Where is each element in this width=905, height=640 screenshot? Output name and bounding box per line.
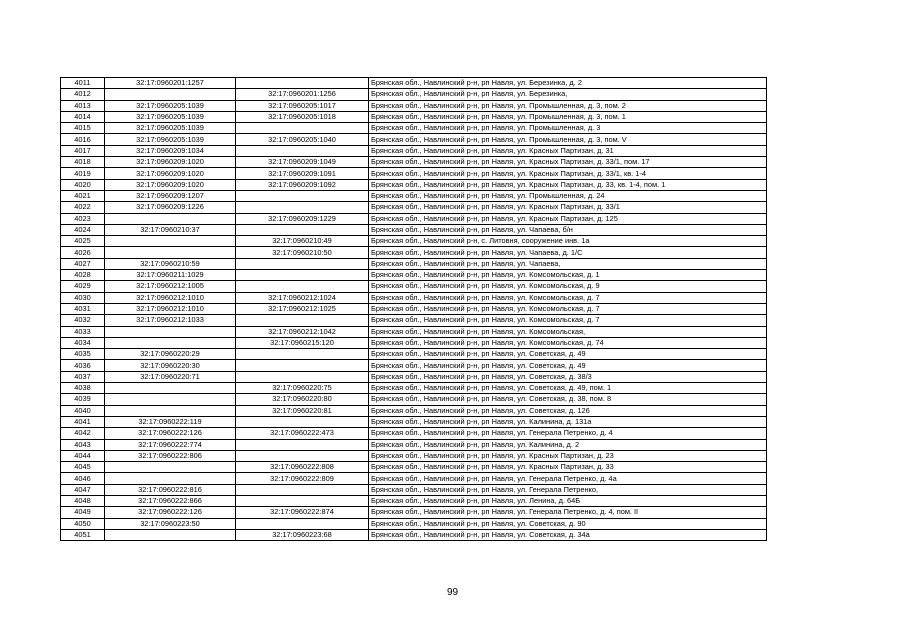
object-number-cell — [236, 439, 369, 450]
object-number-cell — [236, 484, 369, 495]
address-cell: Брянская обл., Навлинский р-н, рп Навля, ул. Промышленная, д. 3 — [369, 123, 767, 134]
object-number-cell: 32:17:0960210:50 — [236, 247, 369, 258]
table-row — [61, 371, 767, 382]
parcel-number-cell: 32:17:0960212:1033 — [105, 315, 236, 326]
parcel-number-cell: 32:17:0960209:1207 — [105, 190, 236, 201]
object-number-cell: 32:17:0960209:1229 — [236, 213, 369, 224]
row-number-cell: 4049 — [61, 507, 105, 518]
row-number-cell: 4012 — [61, 89, 105, 100]
row-number-cell: 4024 — [61, 224, 105, 235]
address-cell: Брянская обл., Навлинский р-н, рп Навля, ул. Советская, д. 49 — [369, 349, 767, 360]
address-cell: Брянская обл., Навлинский р-н, рп Навля, ул. Красных Партизан, д. 31 — [369, 145, 767, 156]
address-cell: Брянская обл., Навлинский р-н, рп Навля, ул. Советская, д. 49, пом. 1 — [369, 383, 767, 394]
row-number-cell: 4022 — [61, 202, 105, 213]
parcel-number-cell: 32:17:0960205:1039 — [105, 123, 236, 134]
parcel-number-cell: 32:17:0960220:71 — [105, 371, 236, 382]
address-cell: Брянская обл., Навлинский р-н, рп Навля, ул. Промышленная, д. 24 — [369, 190, 767, 201]
object-number-cell: 32:17:0960220:80 — [236, 394, 369, 405]
row-number-cell: 4013 — [61, 100, 105, 111]
parcel-number-cell: 32:17:0960222:119 — [105, 416, 236, 427]
row-number-cell: 4023 — [61, 213, 105, 224]
address-cell: Брянская обл., Навлинский р-н, рп Навля, ул. Калинина, д. 131а — [369, 416, 767, 427]
parcel-number-cell: 32:17:0960220:29 — [105, 349, 236, 360]
table-row — [61, 281, 767, 292]
address-cell: Брянская обл., Навлинский р-н, рп Навля, ул. Генерала Петренко, д. 4а — [369, 473, 767, 484]
row-number-cell: 4028 — [61, 270, 105, 281]
table-row — [61, 224, 767, 235]
address-cell: Брянская обл., Навлинский р-н, рп Навля, ул. Советская, д. 38, пом. 8 — [369, 394, 767, 405]
address-cell: Брянская обл., Навлинский р-н, рп Навля, ул. Комсомольская, д. 9 — [369, 281, 767, 292]
table-row — [61, 123, 767, 134]
table-row — [61, 507, 767, 518]
row-number-cell: 4048 — [61, 495, 105, 506]
table-row — [61, 202, 767, 213]
row-number-cell: 4026 — [61, 247, 105, 258]
object-number-cell: 32:17:0960209:1091 — [236, 168, 369, 179]
address-cell: Брянская обл., Навлинский р-н, рп Навля, ул. Красных Партизан, д. 33/1, пом. 17 — [369, 157, 767, 168]
row-number-cell: 4047 — [61, 484, 105, 495]
parcel-number-cell — [105, 337, 236, 348]
object-number-cell — [236, 202, 369, 213]
parcel-number-cell: 32:17:0960222:126 — [105, 507, 236, 518]
object-number-cell — [236, 416, 369, 427]
table-row — [61, 495, 767, 506]
object-number-cell — [236, 360, 369, 371]
table-row — [61, 134, 767, 145]
object-number-cell — [236, 518, 369, 529]
address-cell: Брянская обл., Навлинский р-н, рп Навля, ул. Комсомольская, д. 7 — [369, 315, 767, 326]
row-number-cell: 4045 — [61, 462, 105, 473]
address-cell: Брянская обл., Навлинский р-н, рп Навля, ул. Генерала Петренко, д. 4 — [369, 428, 767, 439]
row-number-cell: 4033 — [61, 326, 105, 337]
object-number-cell: 32:17:0960205:1040 — [236, 134, 369, 145]
address-cell: Брянская обл., Навлинский р-н, рп Навля, ул. Чапаева, — [369, 258, 767, 269]
parcel-number-cell: 32:17:0960222:806 — [105, 450, 236, 461]
table-row — [61, 416, 767, 427]
row-number-cell: 4042 — [61, 428, 105, 439]
row-number-cell: 4029 — [61, 281, 105, 292]
row-number-cell: 4044 — [61, 450, 105, 461]
object-number-cell: 32:17:0960220:75 — [236, 383, 369, 394]
row-number-cell: 4015 — [61, 123, 105, 134]
row-number-cell: 4021 — [61, 190, 105, 201]
row-number-cell: 4035 — [61, 349, 105, 360]
parcel-number-cell: 32:17:0960220:30 — [105, 360, 236, 371]
row-number-cell: 4020 — [61, 179, 105, 190]
table-row — [61, 292, 767, 303]
address-cell: Брянская обл., Навлинский р-н, рп Навля, ул. Промышленная, д. 3, пом. V — [369, 134, 767, 145]
table-row — [61, 326, 767, 337]
row-number-cell: 4025 — [61, 236, 105, 247]
parcel-number-cell: 32:17:0960212:1010 — [105, 303, 236, 314]
object-number-cell — [236, 224, 369, 235]
table-row — [61, 405, 767, 416]
address-cell: Брянская обл., Навлинский р-н, рп Навля, ул. Березинка, — [369, 89, 767, 100]
table-row — [61, 303, 767, 314]
row-number-cell: 4018 — [61, 157, 105, 168]
row-number-cell: 4014 — [61, 111, 105, 122]
parcel-number-cell: 32:17:0960223:50 — [105, 518, 236, 529]
address-cell: Брянская обл., Навлинский р-н, рп Навля, ул. Генерала Петренко, — [369, 484, 767, 495]
row-number-cell: 4040 — [61, 405, 105, 416]
object-number-cell: 32:17:0960222:874 — [236, 507, 369, 518]
table-row — [61, 89, 767, 100]
parcel-number-cell — [105, 236, 236, 247]
address-cell: Брянская обл., Навлинский р-н, рп Навля, ул. Комсомольская, — [369, 326, 767, 337]
address-cell: Брянская обл., Навлинский р-н, рп Навля, ул. Комсомольская, д. 7 — [369, 292, 767, 303]
object-number-cell — [236, 258, 369, 269]
row-number-cell: 4011 — [61, 78, 105, 89]
table-row — [61, 450, 767, 461]
object-number-cell: 32:17:0960223:68 — [236, 529, 369, 540]
object-number-cell: 32:17:0960215:120 — [236, 337, 369, 348]
object-number-cell: 32:17:0960222:473 — [236, 428, 369, 439]
object-number-cell: 32:17:0960212:1025 — [236, 303, 369, 314]
row-number-cell: 4036 — [61, 360, 105, 371]
register-table — [60, 77, 767, 541]
table-row — [61, 145, 767, 156]
parcel-number-cell: 32:17:0960205:1039 — [105, 134, 236, 145]
table-row — [61, 529, 767, 540]
row-number-cell: 4017 — [61, 145, 105, 156]
parcel-number-cell: 32:17:0960209:1226 — [105, 202, 236, 213]
table-row — [61, 383, 767, 394]
object-number-cell: 32:17:0960210:49 — [236, 236, 369, 247]
table-row — [61, 315, 767, 326]
parcel-number-cell — [105, 89, 236, 100]
parcel-number-cell: 32:17:0960210:59 — [105, 258, 236, 269]
table-row — [61, 190, 767, 201]
row-number-cell: 4038 — [61, 383, 105, 394]
row-number-cell: 4041 — [61, 416, 105, 427]
table-row — [61, 337, 767, 348]
row-number-cell: 4037 — [61, 371, 105, 382]
object-number-cell: 32:17:0960209:1092 — [236, 179, 369, 190]
object-number-cell: 32:17:0960222:808 — [236, 462, 369, 473]
address-cell: Брянская обл., Навлинский р-н, рп Навля, ул. Красных Партизан, д. 125 — [369, 213, 767, 224]
object-number-cell: 32:17:0960205:1017 — [236, 100, 369, 111]
object-number-cell — [236, 145, 369, 156]
parcel-number-cell: 32:17:0960210:37 — [105, 224, 236, 235]
parcel-number-cell: 32:17:0960212:1005 — [105, 281, 236, 292]
parcel-number-cell: 32:17:0960209:1020 — [105, 168, 236, 179]
parcel-number-cell: 32:17:0960222:126 — [105, 428, 236, 439]
row-number-cell: 4019 — [61, 168, 105, 179]
address-cell: Брянская обл., Навлинский р-н, рп Навля, ул. Красных Партизан, д. 33, кв. 1-4, пом. 1 — [369, 179, 767, 190]
table-row — [61, 462, 767, 473]
address-cell: Брянская обл., Навлинский р-н, рп Навля, ул. Генерала Петренко, д. 4, пом. II — [369, 507, 767, 518]
table-row — [61, 394, 767, 405]
address-cell: Брянская обл., Навлинский р-н, рп Навля, ул. Советская, д. 90 — [369, 518, 767, 529]
row-number-cell: 4050 — [61, 518, 105, 529]
object-number-cell: 32:17:0960201:1256 — [236, 89, 369, 100]
address-cell: Брянская обл., Навлинский р-н, рп Навля, ул. Советская, д. 126 — [369, 405, 767, 416]
parcel-number-cell: 32:17:0960222:816 — [105, 484, 236, 495]
row-number-cell: 4027 — [61, 258, 105, 269]
table-row — [61, 78, 767, 89]
object-number-cell — [236, 371, 369, 382]
address-cell: Брянская обл., Навлинский р-н, рп Навля, ул. Чапаева, д. 1/С — [369, 247, 767, 258]
object-number-cell: 32:17:0960209:1049 — [236, 157, 369, 168]
parcel-number-cell: 32:17:0960209:1020 — [105, 179, 236, 190]
parcel-number-cell: 32:17:0960209:1034 — [105, 145, 236, 156]
row-number-cell: 4046 — [61, 473, 105, 484]
table-row — [61, 247, 767, 258]
object-number-cell: 32:17:0960222:809 — [236, 473, 369, 484]
address-cell: Брянская обл., Навлинский р-н, рп Навля, ул. Промышленная, д. 3, пом. 2 — [369, 100, 767, 111]
parcel-number-cell: 32:17:0960209:1020 — [105, 157, 236, 168]
register-table-body — [61, 78, 767, 541]
address-cell: Брянская обл., Навлинский р-н, рп Навля, ул. Красных Партизан, д. 33 — [369, 462, 767, 473]
table-row — [61, 258, 767, 269]
table-row — [61, 157, 767, 168]
row-number-cell: 4051 — [61, 529, 105, 540]
address-cell: Брянская обл., Навлинский р-н, рп Навля, ул. Комсомольская, д. 7 — [369, 303, 767, 314]
address-cell: Брянская обл., Навлинский р-н, рп Навля, ул. Калинина, д. 2 — [369, 439, 767, 450]
address-cell: Брянская обл., Навлинский р-н, рп Навля, ул. Красных Партизан, д. 33/1, кв. 1-4 — [369, 168, 767, 179]
parcel-number-cell — [105, 529, 236, 540]
parcel-number-cell: 32:17:0960222:774 — [105, 439, 236, 450]
object-number-cell — [236, 450, 369, 461]
address-cell: Брянская обл., Навлинский р-н, рп Навля, ул. Красных Партизан, д. 23 — [369, 450, 767, 461]
table-row — [61, 168, 767, 179]
parcel-number-cell — [105, 247, 236, 258]
object-number-cell: 32:17:0960205:1018 — [236, 111, 369, 122]
address-cell: Брянская обл., Навлинский р-н, рп Навля, ул. Советская, д. 34а — [369, 529, 767, 540]
table-row — [61, 100, 767, 111]
parcel-number-cell — [105, 383, 236, 394]
object-number-cell — [236, 315, 369, 326]
address-cell: Брянская обл., Навлинский р-н, с. Литовня, сооружение инв. 1а — [369, 236, 767, 247]
parcel-number-cell — [105, 394, 236, 405]
object-number-cell — [236, 78, 369, 89]
table-row — [61, 473, 767, 484]
object-number-cell — [236, 190, 369, 201]
address-cell: Брянская обл., Навлинский р-н, рп Навля, ул. Красных Партизан, д. 33/1 — [369, 202, 767, 213]
parcel-number-cell — [105, 213, 236, 224]
table-row — [61, 236, 767, 247]
parcel-number-cell: 32:17:0960201:1257 — [105, 78, 236, 89]
object-number-cell: 32:17:0960212:1042 — [236, 326, 369, 337]
row-number-cell: 4043 — [61, 439, 105, 450]
table-row — [61, 270, 767, 281]
parcel-number-cell — [105, 473, 236, 484]
parcel-number-cell: 32:17:0960205:1039 — [105, 111, 236, 122]
row-number-cell: 4016 — [61, 134, 105, 145]
parcel-number-cell: 32:17:0960205:1039 — [105, 100, 236, 111]
object-number-cell — [236, 281, 369, 292]
address-cell: Брянская обл., Навлинский р-н, рп Навля, ул. Промышленная, д. 3, пом. 1 — [369, 111, 767, 122]
parcel-number-cell — [105, 326, 236, 337]
object-number-cell — [236, 123, 369, 134]
address-cell: Брянская обл., Навлинский р-н, рп Навля, ул. Березинка, д. 2 — [369, 78, 767, 89]
row-number-cell: 4030 — [61, 292, 105, 303]
row-number-cell: 4031 — [61, 303, 105, 314]
address-cell: Брянская обл., Навлинский р-н, рп Навля, ул. Комсомольская, д. 74 — [369, 337, 767, 348]
address-cell: Брянская обл., Навлинский р-н, рп Навля, ул. Чапаева, б/н — [369, 224, 767, 235]
row-number-cell: 4039 — [61, 394, 105, 405]
parcel-number-cell — [105, 462, 236, 473]
table-row — [61, 428, 767, 439]
table-row — [61, 213, 767, 224]
parcel-number-cell: 32:17:0960211:1029 — [105, 270, 236, 281]
row-number-cell: 4032 — [61, 315, 105, 326]
address-cell: Брянская обл., Навлинский р-н, рп Навля, ул. Советская, д. 38/3 — [369, 371, 767, 382]
table-row — [61, 349, 767, 360]
object-number-cell — [236, 349, 369, 360]
address-cell: Брянская обл., Навлинский р-н, рп Навля, ул. Комсомольская, д. 1 — [369, 270, 767, 281]
table-row — [61, 360, 767, 371]
table-row — [61, 484, 767, 495]
parcel-number-cell: 32:17:0960222:866 — [105, 495, 236, 506]
address-cell: Брянская обл., Навлинский р-н, рп Навля, ул. Советская, д. 49 — [369, 360, 767, 371]
table-row — [61, 111, 767, 122]
table-row — [61, 518, 767, 529]
object-number-cell: 32:17:0960220:81 — [236, 405, 369, 416]
parcel-number-cell — [105, 405, 236, 416]
table-row — [61, 439, 767, 450]
table-row — [61, 179, 767, 190]
address-cell: Брянская обл., Навлинский р-н, рп Навля, ул. Ленина, д. 64Б — [369, 495, 767, 506]
object-number-cell — [236, 270, 369, 281]
page-number: 99 — [446, 587, 459, 598]
row-number-cell: 4034 — [61, 337, 105, 348]
parcel-number-cell: 32:17:0960212:1010 — [105, 292, 236, 303]
object-number-cell — [236, 495, 369, 506]
object-number-cell: 32:17:0960212:1024 — [236, 292, 369, 303]
